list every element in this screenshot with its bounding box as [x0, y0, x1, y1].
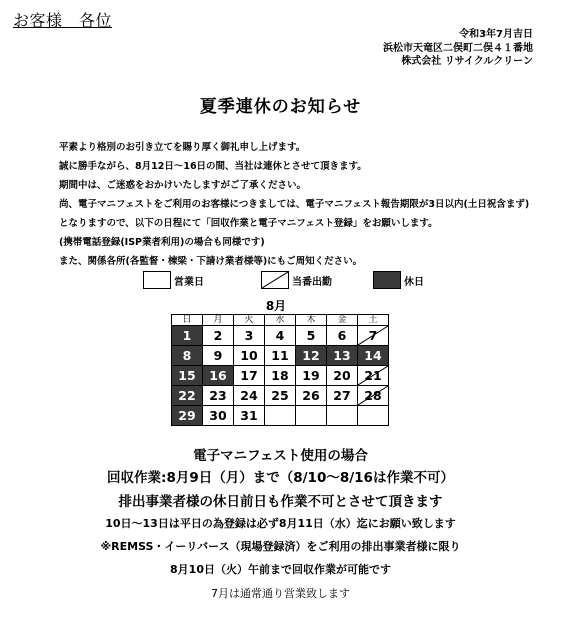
- calendar-day-number: 19: [302, 368, 320, 383]
- calendar-day-number: 4: [275, 328, 285, 343]
- notice-heading: 電子マニフェスト使用の場合: [193, 448, 368, 464]
- calendar-day-number: 12: [302, 348, 320, 363]
- calendar-day-number: 8: [182, 348, 192, 363]
- body-line: 誠に勝手ながら、8月12日～16日の間、当社は連休とさせて頂きます。: [59, 161, 367, 172]
- body-line: 期間中は、ご迷惑をおかけいたしますがご了承ください。: [59, 180, 307, 191]
- calendar-day-cell: [327, 366, 358, 386]
- calendar-day-number: 1: [182, 328, 192, 343]
- calendar-day-cell: [327, 326, 358, 346]
- calendar-day-cell: [358, 326, 389, 346]
- calendar-day-cell: [358, 386, 389, 406]
- calendar-day-cell: [296, 326, 327, 346]
- calendar-day-cell: [203, 326, 234, 346]
- calendar-day-number: 2: [213, 328, 223, 343]
- calendar-day-number: 17: [240, 368, 258, 383]
- calendar-day-cell: [172, 366, 203, 386]
- calendar-empty-cell: [327, 406, 358, 426]
- weekday-label: 月: [203, 315, 234, 326]
- body-line: 尚、電子マニフェストをご利用のお客様につきましては、電子マニフェスト報告期限が3日以内(土日祝含まず): [59, 199, 530, 210]
- calendar-day-number: 26: [302, 388, 320, 403]
- legend-duty-label: 当番出勤: [292, 276, 332, 288]
- sender-block: [383, 28, 533, 69]
- calendar-day-number: 30: [209, 408, 227, 423]
- company-name: 株式会社 リサイクルクリーン: [401, 56, 533, 67]
- calendar-week-row: [172, 366, 389, 386]
- notice-july: 7月は通常通り営業致します: [211, 587, 350, 600]
- legend-business-swatch: [143, 271, 171, 289]
- notice-registration: 10日～13日は平日の為登録は必ず8月11日（水）迄にお願い致します: [105, 517, 456, 530]
- calendar-day-cell: [265, 326, 296, 346]
- calendar-day-cell: [234, 346, 265, 366]
- body-text: [59, 138, 529, 271]
- calendar-week-row: [172, 386, 389, 406]
- calendar-empty-cell: [265, 406, 296, 426]
- calendar-day-cell: [265, 386, 296, 406]
- calendar-day-cell: [203, 366, 234, 386]
- calendar-day-cell: [327, 386, 358, 406]
- calendar-day-cell: [265, 346, 296, 366]
- calendar-day-cell: [358, 346, 389, 366]
- calendar-day-cell: [203, 346, 234, 366]
- calendar-day-number: 11: [271, 348, 289, 363]
- calendar-day-cell: [358, 366, 389, 386]
- calendar-day-number: 20: [333, 368, 351, 383]
- calendar-table: [171, 314, 389, 426]
- page-title: 夏季連休のお知らせ: [199, 97, 362, 117]
- calendar-day-number: 16: [209, 368, 227, 383]
- calendar-day-number: 13: [333, 348, 351, 363]
- calendar-day-number: 7: [368, 328, 378, 343]
- legend-business-label: 営業日: [174, 276, 204, 288]
- calendar-day-number: 6: [337, 328, 347, 343]
- weekday-header-row: [172, 315, 389, 326]
- calendar-day-number: 21: [364, 368, 382, 383]
- calendar-day-number: 14: [364, 348, 382, 363]
- body-line: となりますので、以下の日程にて「回収作業と電子マニフェスト登録」をお願いします。: [59, 218, 438, 229]
- calendar-day-cell: [172, 406, 203, 426]
- calendar-day-number: 15: [178, 368, 196, 383]
- calendar-day-cell: [234, 386, 265, 406]
- calendar-day-number: 18: [271, 368, 289, 383]
- legend-holiday-label: 休日: [404, 276, 424, 288]
- legend-duty-swatch: [261, 271, 289, 289]
- notice-collection-deadline: 回収作業:8月9日（月）まで（8/10～8/16は作業不可）: [107, 470, 454, 486]
- addressee: お客様 各位: [13, 11, 113, 30]
- calendar-day-cell: [234, 366, 265, 386]
- calendar-day-number: 23: [209, 388, 227, 403]
- notice-no-work: 排出事業者様の休日前日も作業不可とさせて頂きます: [118, 494, 443, 510]
- weekday-label: 水: [265, 315, 296, 326]
- calendar-day-cell: [296, 366, 327, 386]
- weekday-label: 火: [234, 315, 265, 326]
- calendar-empty-cell: [296, 406, 327, 426]
- calendar-month: 8月: [265, 299, 287, 313]
- calendar-day-number: 28: [364, 388, 382, 403]
- calendar-day-number: 29: [178, 408, 196, 423]
- calendar-day-cell: [234, 406, 265, 426]
- calendar-day-number: 31: [240, 408, 258, 423]
- calendar-day-number: 27: [333, 388, 351, 403]
- calendar-day-cell: [203, 406, 234, 426]
- legend-business-day: [143, 270, 204, 290]
- calendar-day-cell: [327, 346, 358, 366]
- calendar-day-number: 22: [178, 388, 196, 403]
- calendar-week-row: [172, 326, 389, 346]
- calendar-day-cell: [234, 326, 265, 346]
- calendar-day-cell: [203, 386, 234, 406]
- calendar-week-row: [172, 406, 389, 426]
- weekday-label: 木: [296, 315, 327, 326]
- calendar-day-cell: [172, 386, 203, 406]
- calendar-day-cell: [265, 366, 296, 386]
- calendar-day-number: 24: [240, 388, 258, 403]
- company-address: 浜松市天竜区二俣町二俣４１番地: [383, 42, 533, 54]
- legend-holiday-swatch: [373, 271, 401, 289]
- body-line: また、関係各所(各監督・棟梁・下請け業者様等)にもご周知ください。: [59, 256, 363, 267]
- calendar-day-cell: [296, 386, 327, 406]
- calendar-day-cell: [172, 346, 203, 366]
- calendar-day-cell: [172, 326, 203, 346]
- notice-remss: ※REMSS・イーリバース（現場登録済）をご利用の排出事業者様に限り: [100, 540, 461, 553]
- calendar-day-cell: [296, 346, 327, 366]
- weekday-label: 金: [327, 315, 358, 326]
- calendar-day-number: 3: [244, 328, 254, 343]
- calendar-day-number: 5: [306, 328, 316, 343]
- body-line: (携帯電話登録(ISP業者利用)の場合も同様です): [59, 237, 265, 248]
- weekday-label: 土: [358, 315, 389, 326]
- calendar-day-number: 9: [213, 348, 223, 363]
- issue-date: 令和3年7月吉日: [459, 29, 533, 40]
- calendar-week-row: [172, 346, 389, 366]
- legend-holiday: [373, 270, 424, 290]
- calendar-day-number: 25: [271, 388, 289, 403]
- legend-duty-day: [261, 270, 332, 290]
- body-line: 平素より格別のお引き立てを賜り厚く御礼申し上げます。: [59, 142, 306, 153]
- calendar-empty-cell: [358, 406, 389, 426]
- calendar-day-number: 10: [240, 348, 258, 363]
- weekday-label: 日: [172, 315, 203, 326]
- notice-exception: 8月10日（火）午前まで回収作業が可能です: [170, 563, 391, 576]
